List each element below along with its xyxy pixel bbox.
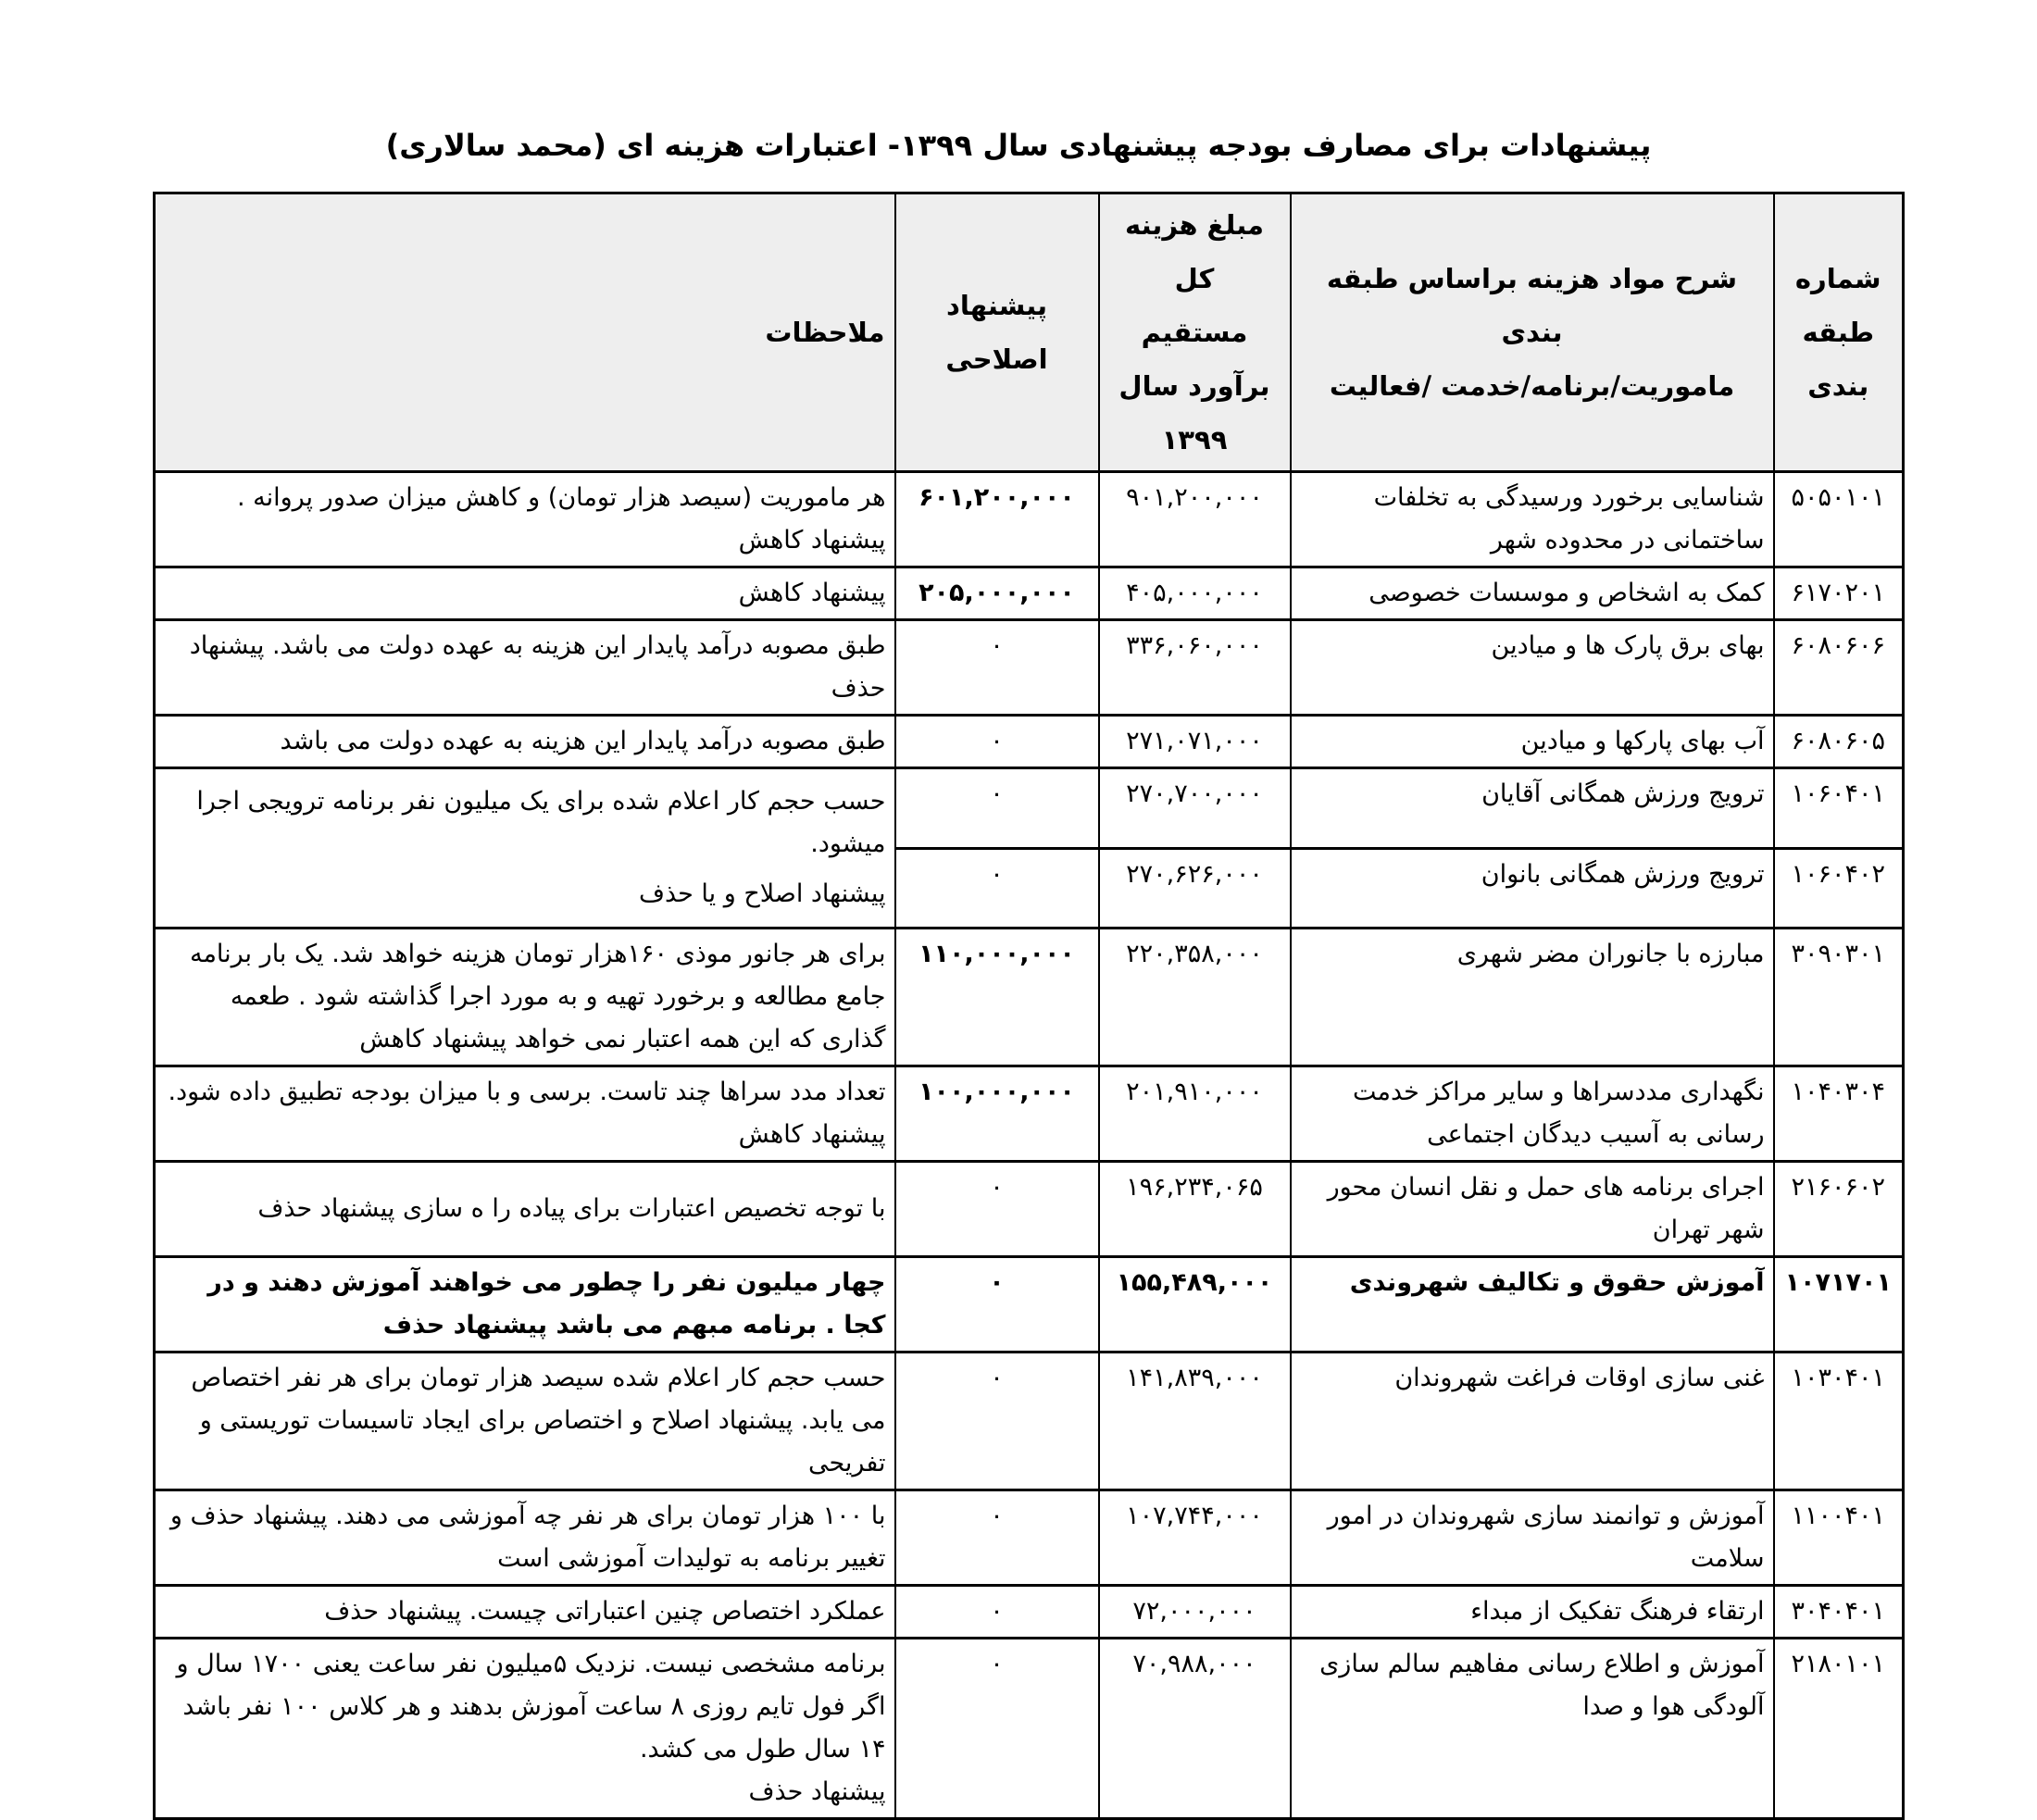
row-remarks (155, 1257, 895, 1353)
table-row (155, 620, 1904, 716)
table-row (155, 929, 1904, 1066)
row-code: ۱۰۶۰۴۰۱ (1774, 768, 1904, 849)
row-description: غنی سازی اوقات فراغت شهروندان (1291, 1353, 1774, 1490)
header-description-line: شرح مواد هزینه براساس طبقه بندی (1326, 263, 1738, 348)
row-description: کمک به اشخاص و موسسات خصوصی (1291, 567, 1774, 620)
row-proposed: ۶۰۱,۲۰۰,۰۰۰ (895, 472, 1099, 567)
row-description: اجرای برنامه های حمل و نقل انسان محور شهر تهران (1291, 1162, 1774, 1257)
budget-table-body (155, 472, 1904, 1819)
row-description: مبارزه با جانوران مضر شهری (1291, 929, 1774, 1066)
row-proposed: ۱۰۰,۰۰۰,۰۰۰ (895, 1066, 1099, 1162)
row-code: ۲۱۸۰۱۰۱ (1774, 1639, 1904, 1819)
remark-line: پیشنهاد کاهش (738, 579, 886, 607)
row-proposed: ۰ (895, 1257, 1099, 1353)
row-proposed: ۰ (895, 1353, 1099, 1490)
table-row (155, 1490, 1904, 1586)
row-code: ۳۰۴۰۴۰۱ (1774, 1586, 1904, 1639)
row-proposed: ۰ (895, 848, 1099, 929)
row-code: ۱۰۷۱۷۰۱ (1774, 1257, 1904, 1353)
header-amount-line: برآورد سال ۱۳۹۹ (1118, 370, 1270, 455)
row-remarks (155, 1490, 895, 1586)
remark-line: با ۱۰۰ هزار تومان برای هر نفر چه آموزشی می دهند. پیشنهاد حذف و تغییر برنامه به تولیدات آموزشی است (169, 1502, 886, 1573)
row-proposed: ۰ (895, 716, 1099, 768)
row-remarks (155, 1353, 895, 1490)
header-description (1291, 193, 1774, 472)
row-remarks (155, 620, 895, 716)
remark-line: حسب حجم کار اعلام شده سیصد هزار تومان برای هر نفر اختصاص می یابد. پیشنهاد اصلاح و اختصاص برای ایجاد تاسیسات توریستی و تفریحی (191, 1364, 886, 1477)
row-code: ۳۰۹۰۳۰۱ (1774, 929, 1904, 1066)
remark-line: با توجه تخصیص اعتبارات برای پیاده را ه سازی پیشنهاد حذف (257, 1194, 886, 1223)
row-amount: ۲۰۱,۹۱۰,۰۰۰ (1099, 1066, 1291, 1162)
row-code: ۲۱۶۰۶۰۲ (1774, 1162, 1904, 1257)
remark-line: هر ماموریت (سیصد هزار تومان) و کاهش میزان صدور پروانه . پیشنهاد کاهش (236, 483, 886, 555)
table-row (155, 567, 1904, 620)
table-row (155, 1066, 1904, 1162)
header-description-line: ماموریت/برنامه/خدمت /فعالیت (1329, 370, 1735, 402)
table-row (155, 472, 1904, 567)
remark-line: طبق مصوبه درآمد پایدار این هزینه به عهده دولت می باشد (280, 727, 886, 755)
row-remarks (155, 1586, 895, 1639)
remark-line: برنامه مشخصی نیست. نزدیک ۵میلیون نفر ساعت یعنی ۱۷۰۰ سال و اگر فول تایم روزی ۸ ساعت آموزش بدهند و هر کلاس ۱۰۰ نفر باشد ۱۴ سال طول می کشد. (176, 1650, 886, 1764)
row-description: آموزش و اطلاع رسانی مفاهیم سالم سازی آلودگی هوا و صدا (1291, 1639, 1774, 1819)
row-description: ترویج ورزش همگانی آقایان (1291, 768, 1774, 849)
row-proposed: ۰ (895, 1490, 1099, 1586)
row-amount: ۳۳۶,۰۶۰,۰۰۰ (1099, 620, 1291, 716)
row-remarks (155, 1639, 895, 1819)
row-code: ۱۰۴۰۳۰۴ (1774, 1066, 1904, 1162)
table-row (155, 716, 1904, 768)
header-amount (1099, 193, 1291, 472)
row-description: شناسایی برخورد ورسیدگی به تخلفات ساختمانی در محدوده شهر (1291, 472, 1774, 567)
row-remarks (155, 768, 895, 929)
row-proposed: ۰ (895, 1162, 1099, 1257)
row-proposed: ۰ (895, 620, 1099, 716)
row-remarks (155, 472, 895, 567)
row-amount: ۷۲,۰۰۰,۰۰۰ (1099, 1586, 1291, 1639)
row-code: ۵۰۵۰۱۰۱ (1774, 472, 1904, 567)
page-title: پیشنهادات برای مصارف بودجه پیشنهادی سال ۱۳۹۹- اعتبارات هزینه ای (محمد سالاری) (385, 128, 1652, 163)
row-code: ۱۰۳۰۴۰۱ (1774, 1353, 1904, 1490)
remark-line: حسب حجم کار اعلام شده برای یک میلیون نفر برنامه ترویجی اجرا میشود. (196, 787, 886, 858)
row-description: بهای برق پارک ها و میادین (1291, 620, 1774, 716)
remark-line: پیشنهاد حذف (748, 1777, 886, 1806)
row-description: آب بهای پارکها و میادین (1291, 716, 1774, 768)
remark-line: عملکرد اختصاص چنین اعتباراتی چیست. پیشنهاد حذف (324, 1597, 886, 1626)
row-amount: ۷۰,۹۸۸,۰۰۰ (1099, 1639, 1291, 1819)
row-proposed: ۲۰۵,۰۰۰,۰۰۰ (895, 567, 1099, 620)
remark-line: تعداد مدد سراها چند تاست. برسی و با میزان بودجه تطبیق داده شود. پیشنهاد کاهش (168, 1078, 886, 1149)
row-code: ۶۰۸۰۶۰۵ (1774, 716, 1904, 768)
row-code: ۱۰۶۰۴۰۲ (1774, 848, 1904, 929)
row-amount: ۲۷۱,۰۷۱,۰۰۰ (1099, 716, 1291, 768)
header-amount-line: مبلغ هزینه کل (1125, 209, 1264, 294)
row-description: ارتقاء فرهنگ تفکیک از مبداء (1291, 1586, 1774, 1639)
row-description: آموزش و توانمند سازی شهروندان در امور سلامت (1291, 1490, 1774, 1586)
remark-line: چهار میلیون نفر را چطور می خواهند آموزش دهند و در کجا . برنامه مبهم می باشد پیشنهاد حذف (207, 1268, 886, 1340)
row-remarks (155, 929, 895, 1066)
table-row (155, 1586, 1904, 1639)
row-proposed: ۰ (895, 768, 1099, 849)
table-row (155, 1639, 1904, 1819)
row-proposed: ۰ (895, 1639, 1099, 1819)
row-code: ۶۰۸۰۶۰۶ (1774, 620, 1904, 716)
row-amount: ۱۰۷,۷۴۴,۰۰۰ (1099, 1490, 1291, 1586)
remark-line: طبق مصوبه درآمد پایدار این هزینه به عهده دولت می باشد. پیشنهاد حذف (189, 631, 886, 703)
row-amount: ۲۷۰,۷۰۰,۰۰۰ (1099, 768, 1291, 849)
header-code (1774, 193, 1904, 472)
row-amount: ۱۹۶,۲۳۴,۰۶۵ (1099, 1162, 1291, 1257)
row-amount: ۲۷۰,۶۲۶,۰۰۰ (1099, 848, 1291, 929)
row-description: نگهداری مددسراها و سایر مراکز خدمت رسانی به آسیب دیدگان اجتماعی (1291, 1066, 1774, 1162)
header-row (155, 193, 1904, 472)
row-description: ترویج ورزش همگانی بانوان (1291, 848, 1774, 929)
row-code: ۱۱۰۰۴۰۱ (1774, 1490, 1904, 1586)
header-code-line: بندی (1807, 370, 1869, 402)
row-amount: ۹۰۱,۲۰۰,۰۰۰ (1099, 472, 1291, 567)
row-amount: ۱۴۱,۸۳۹,۰۰۰ (1099, 1353, 1291, 1490)
row-proposed: ۱۱۰,۰۰۰,۰۰۰ (895, 929, 1099, 1066)
remark-line: برای هر جانور موذی ۱۶۰هزار تومان هزینه خواهد شد. یک بار برنامه جامع مطالعه و برخورد تهیه و به مورد اجرا گذاشته شود . طعمه گذاری که این همه اعتبار نمی خواهد پیشنهاد کاهش (189, 940, 886, 1053)
table-row (155, 768, 1904, 849)
table-row (155, 1353, 1904, 1490)
row-code: ۶۱۷۰۲۰۱ (1774, 567, 1904, 620)
remark-line: پیشنهاد اصلاح و یا حذف (638, 879, 886, 908)
budget-table (153, 192, 1905, 1820)
table-row (155, 1162, 1904, 1257)
row-remarks (155, 1066, 895, 1162)
row-remarks (155, 1162, 895, 1257)
header-code-line: شماره طبقه (1794, 263, 1881, 348)
header-proposed: پیشنهاد اصلاحی (895, 193, 1099, 472)
row-remarks (155, 716, 895, 768)
row-remarks (155, 567, 895, 620)
row-description: آموزش حقوق و تکالیف شهروندی (1291, 1257, 1774, 1353)
header-amount-line: مستقیم (1141, 317, 1248, 348)
row-amount: ۱۵۵,۴۸۹,۰۰۰ (1099, 1257, 1291, 1353)
header-remarks: ملاحظات (155, 193, 895, 472)
row-proposed: ۰ (895, 1586, 1099, 1639)
row-amount: ۴۰۵,۰۰۰,۰۰۰ (1099, 567, 1291, 620)
table-row (155, 1257, 1904, 1353)
row-amount: ۲۲۰,۳۵۸,۰۰۰ (1099, 929, 1291, 1066)
